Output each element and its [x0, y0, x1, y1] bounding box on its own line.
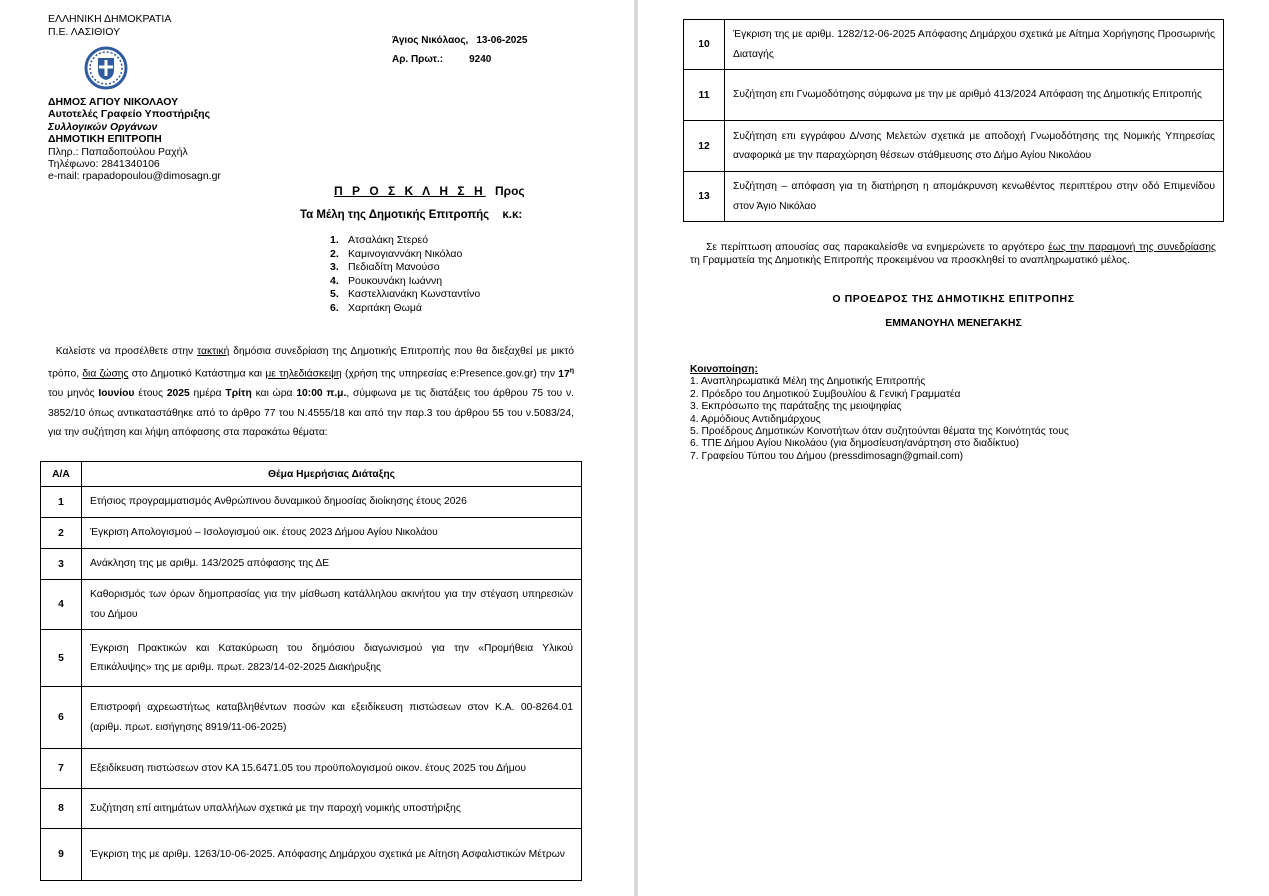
table-row: 9 Έγκριση της με αριθμ. 1263/10-06-2025. Απόφασης Δημάρχου σχετικά με Αίτηση Ασφαλιστικών Μέτρων [41, 829, 582, 881]
table-row: 4 Καθορισμός των όρων δημοπρασίας για την μίσθωση κατάλληλου ακινήτου για την στέγαση υπηρεσιών του Δήμου [41, 580, 582, 630]
table-row: 11 Συζήτηση επι Γνωμοδότησης σύμφωνα με την με αριθμό 413/2024 Απόφαση της Δημοτικής Επιτροπής [684, 70, 1224, 121]
document-meta [392, 31, 527, 69]
president-name: ΕΜΜΑΝΟΥΗΛ ΜΕΝΕΓΑΚΗΣ [885, 317, 1022, 329]
phone: Τηλέφωνο: 2841340106 [48, 158, 160, 171]
col-subject-header: Θέμα Ημερήσιας Διάταξης [82, 462, 582, 487]
kk-label: κ.κ: [502, 209, 523, 221]
table-header-row [41, 462, 582, 487]
agenda-table [40, 461, 582, 881]
list-item: 6. Χαριτάκη Θωμά [330, 301, 422, 314]
state-line: ΕΛΛΗΝΙΚΗ ΔΗΜΟΚΡΑΤΙΑ [48, 13, 172, 25]
office-name-2: Συλλογικών Οργάνων [48, 120, 158, 133]
invitation-to: Προς [494, 184, 525, 198]
email: e-mail: rpapadopoulou@dimosagn.gr [48, 170, 221, 183]
table-row: 6 Επιστροφή αχρεωστήτως καταβληθέντων ποσών και εξειδίκευση πιστώσεων στον Κ.Α. 00-8264.01 (αριθμ. πρωτ. εισήγησης 8919/11-06-2025) [41, 687, 582, 749]
list-item: 7. Γραφείου Τύπου του Δήμου (pressdimosagn@gmail.com) [690, 450, 964, 462]
table-row: 10 Έγκριση της με αριθμ. 1282/12-06-2025 Απόφασης Δημάρχου σχετικά με Αίτημα Χορήγησης Προσωρινής Διαταγής [684, 20, 1224, 70]
list-item: 2. Καμινογιαννάκη Νικόλαο [330, 247, 463, 260]
list-item: 1. Αναπληρωματικά Μέλη της Δημοτικής Επιτροπής [690, 376, 926, 388]
intro-paragraph: Καλείστε να προσέλθετε στην τακτική δημόσια συνεδρίαση της Δημοτικής Επιτροπής που θα διεξαχθεί με μικτό τρόπο, δια ζώσης στο Δημοτικό Κατάστημα και με τηλεδιάσκεψη (χρήση της υπηρεσίας e:Presence.gov.gr) την $17^\eta$ του μηνός Ιουνίου έτους 2025 ημέρα Τρίτη και ώρα 10:00 π.μ., σύμφωνα με τις διατάξεις του άρθρου 75 του ν. 3852/10 όπως αντικαταστάθηκε από το άρθρο 77 του Ν.4555/18 και από την παρ.3 του άρθρου 55 του ν.5083/24, για την συζήτηση και λήψη απόφασης στα παρακάτω θέματα: [48, 346, 574, 439]
members-title: Τα Μέλη της Δημοτικής Επιτροπής κ.κ: [300, 209, 523, 221]
list-item: 5. Καστελλιανάκη Κωνσταντίνο [330, 288, 481, 300]
committee-name: ΔΗΜΟΤΙΚΗ ΕΠΙΤΡΟΠΗ [48, 133, 162, 146]
notification-list [690, 364, 1069, 463]
region-line: Π.Ε. ΛΑΣΙΘΙΟΥ [48, 25, 121, 38]
table-row: 5 Έγκριση Πρακτικών και Κατακύρωση του δημόσιου διαγωνισμού για την «Προμήθεια Υλικού Επικάλυψης» της με αριθμ. πρωτ. 2823/14-02-2025 Διακήρυξης [41, 630, 582, 687]
list-item: 2. Πρόεδρο του Δημοτικού Συμβουλίου & Γενική Γραμματέα [690, 388, 961, 400]
place-label: Άγιος Νικόλαος, [392, 35, 469, 46]
document-page-1 [0, 0, 634, 896]
absence-paragraph: Σε περίπτωση απουσίας σας παρακαλείσθε να ενημερώνετε το αργότερο έως την παραμονή της συνεδρίασης τη Γραμματεία της Δημοτικής Επιτροπής προκειμένου να προσκληθεί το αναπληρωματικό μέλος. [690, 242, 1216, 266]
table-row: 2 Έγκριση Απολογισμού – Ισολογισμού οικ. έτους 2023 Δήμου Αγίου Νικολάου [41, 518, 582, 549]
col-number-header: Α/Α [41, 462, 82, 487]
members-list [330, 234, 480, 315]
contact-person: Πληρ.: Παπαδοπούλου Ραχήλ [48, 145, 188, 158]
protocol-label: Αρ. Πρωτ.: [392, 54, 444, 65]
list-item: 3. Πεδιαδίτη Μανούσο [330, 261, 440, 273]
list-item: 4. Αρμόδιους Αντιδημάρχους [690, 413, 821, 425]
municipality-name: ΔΗΜΟΣ ΑΓΙΟΥ ΝΙΚΟΛΑΟΥ [48, 96, 179, 108]
notification-heading: Κοινοποίηση: [690, 364, 758, 375]
list-item: 6. ΤΠΕ Δήμου Αγίου Νικολάου (για δημοσίευση/ανάρτηση στο διαδίκτυο) [690, 438, 1020, 450]
office-block [48, 96, 221, 183]
coat-of-arms-icon [84, 46, 128, 90]
president-title: Ο ΠΡΟΕΔΡΟΣ ΤΗΣ ΔΗΜΟΤΙΚΗΣ ΕΠΙΤΡΟΠΗΣ [832, 293, 1075, 305]
invitation-word: Π Ρ Ο Σ Κ Λ Η Σ Η [334, 184, 486, 198]
letterhead [48, 13, 171, 38]
table-row: 3 Ανάκληση της με αριθμ. 143/2025 απόφασης της ΔΕ [41, 549, 582, 580]
list-item: 5. Προέδρους Δημοτικών Κοινοτήτων όταν συζητούνται θέματα της Κοινότητάς τους [690, 426, 1069, 438]
table-row: 8 Συζήτηση επί αιτημάτων υπαλλήλων σχετικά με την παροχή νομικής υποστήριξης [41, 789, 582, 829]
table-row: 12 Συζήτηση επι εγγράφου Δ/νσης Μελετών σχετικά με αποδοχή Γνωμοδότησης της Νομικής Υπηρεσίας αναφορικά με την παραχώρηση θέσεων στάθμευσης στο Δήμο Αγίου Νικολάου [684, 121, 1224, 172]
office-name: Αυτοτελές Γραφείο Υποστήριξης [48, 108, 211, 121]
table-row: 1 Ετήσιος προγραμματισμός Ανθρώπινου δυναμικού δημοσίας διοίκησης έτους 2026 [41, 487, 582, 518]
protocol-number: 9240 [469, 54, 492, 65]
list-item: 4. Ρουκουνάκη Ιωάννη [330, 274, 443, 287]
invitation-heading [334, 184, 525, 198]
list-item: 1. Ατσαλάκη Στερεό [330, 234, 429, 246]
list-item: 3. Εκπρόσωπο της παράταξης της μειοψηφίας [690, 401, 902, 413]
document-date: 13-06-2025 [476, 35, 528, 46]
table-row: 7 Εξειδίκευση πιστώσεων στον ΚΑ 15.6471.05 του προϋπολογισμού οικον. έτους 2025 του Δήμου [41, 749, 582, 789]
agenda-table-continued [683, 19, 1224, 222]
table-row: 13 Συζήτηση – απόφαση για τη διατήρηση η απομάκρυνση κενωθέντος περιπτέρου στην οδό Επιμενίδου στον Άγιο Νικόλαο [684, 172, 1224, 222]
